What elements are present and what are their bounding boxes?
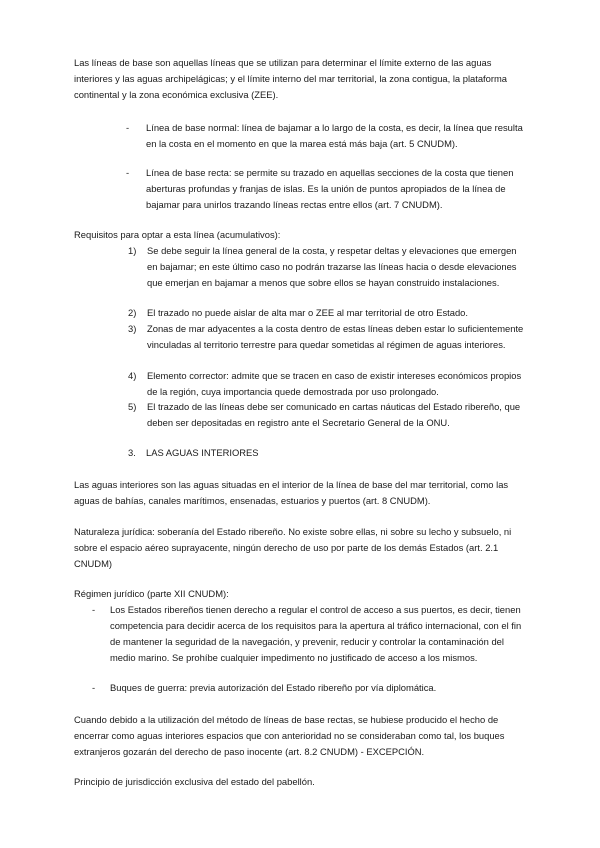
- regimen-title: Régimen jurídico (parte XII CNUDM):: [74, 588, 229, 599]
- requirements-title: Requisitos para optar a esta línea (acumulativos):: [74, 229, 281, 240]
- naturaleza-paragraph: Naturaleza jurídica: soberanía del Estado ribereño. No existe sobre ellas, ni sobre su lecho y subsuelo, ni sobre el espacio aéreo suprayacente, ningún derecho de uso por parte de los demás Estados (art. 2.1 CNUDM): [74, 526, 512, 569]
- principio-paragraph: Principio de jurisdicción exclusiva del estado del pabellón.: [74, 776, 315, 787]
- intro-paragraph: Las líneas de base son aquellas líneas que se utilizan para determinar el límite externo de las aguas interiores y las aguas archipelágicas; y el límite interno del mar territorial, la zona contigua, la plataforma continental y la zona económica exclusiva (ZEE).: [74, 57, 508, 100]
- list-marker: -: [126, 167, 130, 178]
- list-item-text: El trazado de las líneas debe ser comunicado en cartas náuticas del Estado ribereño, que deben ser depositadas en registro ante el Secretario General de la ONU.: [147, 401, 521, 428]
- list-item-text: Elemento corrector: admite que se tracen en caso de existir intereses económicos propios de la región, cuya importancia quede demostrada por uso prolongado.: [147, 370, 522, 397]
- section-title: LAS AGUAS INTERIORES: [146, 447, 259, 458]
- list-item-text: Línea de base recta: se permite su trazado en aquellas secciones de la costa que tienen aberturas profundas y franjas de islas. Es la unión de puntos apropiados de la línea de bajamar para unirlos trazando líneas rectas entre ellos (art. 7 CNUDM).: [146, 167, 514, 210]
- list-marker: 5): [128, 401, 137, 412]
- list-marker: 3): [128, 323, 137, 334]
- aguas-interiores-paragraph: Las aguas interiores son las aguas situadas en el interior de la línea de base del mar territorial, como las aguas de bahías, canales marítimos, ensenadas, estuarios y puertos (art. 8 CNUDM).: [74, 479, 509, 506]
- list-marker: -: [126, 122, 130, 133]
- list-marker: -: [92, 682, 96, 693]
- list-marker: 4): [128, 370, 137, 381]
- list-item-text: El trazado no puede aislar de alta mar o ZEE al mar territorial de otro Estado.: [147, 307, 468, 318]
- list-marker: -: [92, 604, 96, 615]
- list-marker: 2): [128, 307, 137, 318]
- list-item-text: Los Estados ribereños tienen derecho a regular el control de acceso a sus puertos, es decir, tienen competencia para decidir acerca de los requisitos para la apertura al tráfico internacional, con el fin de mantener la seguridad de la navegación, y prevenir, reducir y controlar la contaminación del medio marino. Se prohíbe cualquier impedimento no justificado de acceso a los mismos.: [110, 604, 522, 663]
- list-item-text: Buques de guerra: previa autorización del Estado ribereño por vía diplomática.: [110, 682, 437, 693]
- list-item-text: Línea de base normal: línea de bajamar a lo largo de la costa, es decir, la línea que resulta en la costa en el momento en que la marea está más baja (art. 5 CNUDM).: [146, 122, 523, 149]
- list-item-text: Se debe seguir la línea general de la costa, y respetar deltas y elevaciones que emergen en bajamar; en este último caso no podrán trazarse las líneas hacia o desde elevaciones que emerjan en bajamar a menos que sobre ellos se hayan construido instalaciones.: [147, 245, 517, 288]
- section-number: 3.: [128, 447, 136, 458]
- excepcion-paragraph: Cuando debido a la utilización del método de líneas de base rectas, se hubiese producido el hecho de encerrar como aguas interiores espacios que con anterioridad no se consideraban como tal, los buques extranjeros gozarán del derecho de paso inocente (art. 8.2 CNUDM) - EXCEPCIÓN.: [74, 714, 505, 757]
- list-item-text: Zonas de mar adyacentes a la costa dentro de estas líneas deben estar lo suficientemente vinculadas al territorio terrestre para quedar sometidas al régimen de aguas interiores.: [147, 323, 524, 350]
- list-marker: 1): [128, 245, 137, 256]
